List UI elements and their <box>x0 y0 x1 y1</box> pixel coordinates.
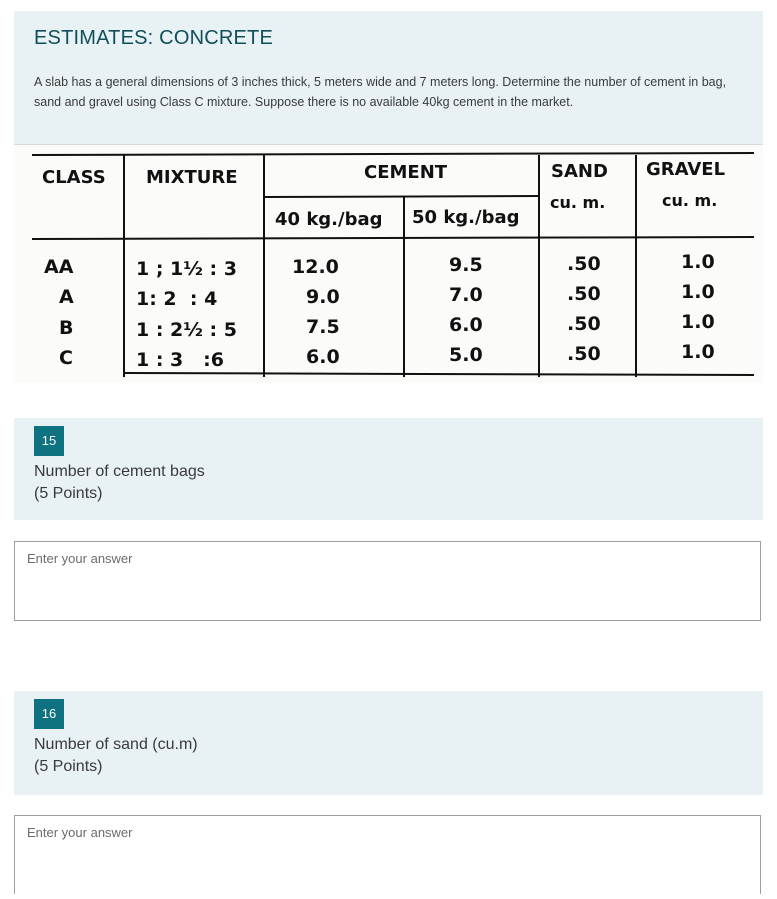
row-cement-40: 7.5 <box>306 316 340 338</box>
row-cement-50: 5.0 <box>449 344 483 366</box>
row-cement-50: 9.5 <box>449 254 483 276</box>
question-points: (5 Points) <box>34 485 103 502</box>
question-number-badge: 16 <box>34 699 64 729</box>
mixture-table <box>14 145 763 383</box>
row-class: AA <box>44 256 74 278</box>
header-gravel: GRAVEL <box>646 159 726 180</box>
answer-box-15 <box>14 541 761 621</box>
section-header <box>14 11 763 144</box>
header-gravel-unit: cu. m. <box>662 191 718 210</box>
section-title: ESTIMATES: CONCRETE <box>34 27 274 49</box>
section-description: A slab has a general dimensions of 3 inches thick, 5 meters wide and 7 meters long. Determine the number of cement in bag, sand and gravel using Class C mixture. Suppose there is no available 40kg cement in the market. <box>34 75 727 109</box>
row-mixture: 1 : 2½ : 5 <box>136 319 237 341</box>
row-gravel: 1.0 <box>681 281 715 303</box>
table-row <box>44 251 715 280</box>
question-points: (5 Points) <box>34 758 103 775</box>
row-cement-40: 6.0 <box>306 346 340 368</box>
header-sand: SAND <box>551 161 608 182</box>
row-sand: .50 <box>567 253 601 275</box>
mixture-table-image <box>14 144 763 383</box>
table-row <box>59 311 715 341</box>
row-mixture: 1 ; 1½ : 3 <box>136 258 237 280</box>
row-gravel: 1.0 <box>681 341 715 363</box>
row-gravel: 1.0 <box>681 251 715 273</box>
question-card-15 <box>14 418 763 520</box>
question-card-16 <box>14 691 763 795</box>
question-number-badge: 15 <box>34 426 64 456</box>
row-gravel: 1.0 <box>681 311 715 333</box>
row-cement-40: 12.0 <box>292 256 339 278</box>
row-class: C <box>59 347 73 369</box>
row-sand: .50 <box>567 343 601 365</box>
row-cement-50: 6.0 <box>449 314 483 336</box>
header-cement: CEMENT <box>364 162 448 183</box>
header-cement-50: 50 kg./bag <box>412 207 520 228</box>
question-text: Number of sand (cu.m) <box>34 736 198 753</box>
row-sand: .50 <box>567 283 601 305</box>
table-row <box>59 341 715 371</box>
row-class: A <box>59 286 74 308</box>
header-cement-40: 40 kg./bag <box>275 209 383 230</box>
header-mixture: MIXTURE <box>146 167 238 188</box>
row-sand: .50 <box>567 313 601 335</box>
table-row <box>59 281 715 310</box>
answer-input-15[interactable] <box>15 542 760 620</box>
row-mixture: 1 : 3 :6 <box>136 349 224 371</box>
row-cement-40: 9.0 <box>306 286 340 308</box>
row-cement-50: 7.0 <box>449 284 483 306</box>
row-class: B <box>59 317 74 339</box>
header-class: CLASS <box>42 167 106 188</box>
question-text: Number of cement bags <box>34 463 205 480</box>
answer-input-16[interactable] <box>15 816 760 894</box>
header-sand-unit: cu. m. <box>550 193 606 212</box>
row-mixture: 1: 2 : 4 <box>136 288 218 310</box>
answer-box-16 <box>14 815 761 894</box>
